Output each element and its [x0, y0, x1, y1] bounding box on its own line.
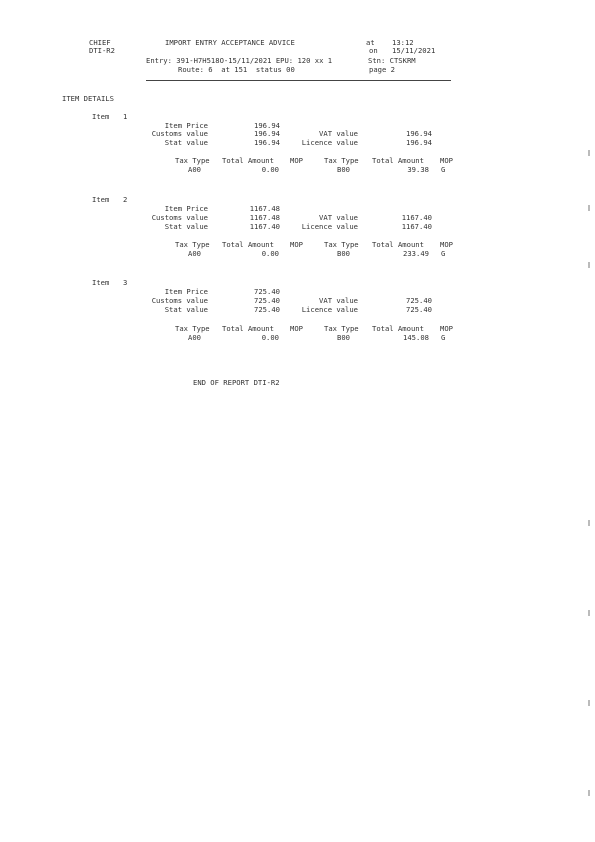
- vat-value-label: VAT value: [319, 129, 358, 138]
- section-title: ITEM DETAILS: [62, 94, 114, 103]
- mop-header-2: MOP: [440, 240, 453, 249]
- date-value: 15/11/2021: [392, 46, 436, 55]
- total-amount-header-2: Total Amount: [372, 156, 424, 165]
- customs-value: 725.40: [254, 296, 280, 305]
- customs-value-label: Customs value: [151, 129, 208, 138]
- vat-value: 196.94: [406, 129, 432, 138]
- station-line: Stn: CTSKRM: [368, 56, 416, 65]
- item-label: Item: [92, 112, 110, 121]
- total-amount-value: 0.00: [261, 249, 279, 258]
- header-chief: CHIEF: [89, 38, 111, 47]
- total-amount-header-2: Total Amount: [372, 324, 424, 333]
- on-label: on: [369, 46, 378, 55]
- scan-mark: [588, 700, 590, 706]
- tax-type-value: A00: [188, 249, 201, 258]
- mop-value: G: [441, 249, 446, 258]
- scan-mark: [588, 205, 590, 211]
- total-amount-header-2: Total Amount: [372, 240, 424, 249]
- stat-value: 196.94: [254, 138, 280, 147]
- scan-mark: [588, 150, 590, 156]
- total-amount-value: 0.00: [261, 165, 279, 174]
- total-amount-header: Total Amount: [222, 324, 274, 333]
- mop-header-2: MOP: [440, 156, 453, 165]
- mop-value: G: [441, 333, 446, 342]
- scan-mark: [588, 262, 590, 268]
- tax-type-header-2: Tax Type: [324, 156, 359, 165]
- tax-type-header: Tax Type: [175, 324, 210, 333]
- item-number: 2: [123, 195, 128, 204]
- customs-value: 196.94: [254, 129, 280, 138]
- mop-header: MOP: [290, 240, 303, 249]
- stat-value: 725.40: [254, 305, 280, 314]
- item-number: 1: [123, 112, 128, 121]
- total-amount-value-2: 145.08: [403, 333, 429, 342]
- route-line: Route: 6 at 151 status 00: [178, 65, 295, 74]
- stat-value-label: Stat value: [164, 138, 208, 147]
- item-price-value: 1167.48: [249, 204, 280, 213]
- licence-value-label: Licence value: [301, 305, 358, 314]
- tax-type-value: A00: [188, 165, 201, 174]
- stat-value-label: Stat value: [164, 305, 208, 314]
- end-of-report: END OF REPORT DTI-R2: [193, 378, 280, 387]
- vat-value-label: VAT value: [319, 213, 358, 222]
- mop-value: G: [441, 165, 446, 174]
- item-number: 3: [123, 278, 128, 287]
- licence-value-label: Licence value: [301, 222, 358, 231]
- mop-header: MOP: [290, 156, 303, 165]
- licence-value: 196.94: [406, 138, 432, 147]
- tax-type-header-2: Tax Type: [324, 240, 359, 249]
- scan-mark: [588, 790, 590, 796]
- page-number: page 2: [369, 65, 395, 74]
- vat-value: 725.40: [406, 296, 432, 305]
- mop-header: MOP: [290, 324, 303, 333]
- tax-type-header: Tax Type: [175, 240, 210, 249]
- item-price-value: 196.94: [254, 121, 280, 130]
- item-price-label: Item Price: [164, 121, 208, 130]
- stat-value-label: Stat value: [164, 222, 208, 231]
- item-price-label: Item Price: [164, 204, 208, 213]
- tax-type-value-2: B00: [337, 333, 350, 342]
- item-label: Item: [92, 278, 110, 287]
- item-price-label: Item Price: [164, 287, 208, 296]
- tax-type-header-2: Tax Type: [324, 324, 359, 333]
- total-amount-value-2: 233.49: [403, 249, 429, 258]
- item-label: Item: [92, 195, 110, 204]
- header-divider: [146, 80, 451, 81]
- scan-mark: [588, 610, 590, 616]
- customs-value: 1167.48: [249, 213, 280, 222]
- time-value: 13:12: [392, 38, 414, 47]
- licence-value-label: Licence value: [301, 138, 358, 147]
- stat-value: 1167.40: [249, 222, 280, 231]
- item-price-value: 725.40: [254, 287, 280, 296]
- at-label: at: [366, 38, 375, 47]
- vat-value: 1167.40: [401, 213, 432, 222]
- scan-mark: [588, 520, 590, 526]
- licence-value: 725.40: [406, 305, 432, 314]
- mop-header-2: MOP: [440, 324, 453, 333]
- entry-line: Entry: 391-H7H518O-15/11/2021 EPU: 120 xx 1: [146, 56, 333, 65]
- tax-type-value-2: B00: [337, 249, 350, 258]
- total-amount-header: Total Amount: [222, 240, 274, 249]
- total-amount-value-2: 39.38: [407, 165, 429, 174]
- licence-value: 1167.40: [401, 222, 432, 231]
- tax-type-value: A00: [188, 333, 201, 342]
- tax-type-header: Tax Type: [175, 156, 210, 165]
- report-title: IMPORT ENTRY ACCEPTANCE ADVICE: [165, 38, 295, 47]
- customs-value-label: Customs value: [151, 296, 208, 305]
- tax-type-value-2: B00: [337, 165, 350, 174]
- total-amount-header: Total Amount: [222, 156, 274, 165]
- vat-value-label: VAT value: [319, 296, 358, 305]
- total-amount-value: 0.00: [261, 333, 279, 342]
- customs-value-label: Customs value: [151, 213, 208, 222]
- header-report-code: DTI-R2: [89, 46, 115, 55]
